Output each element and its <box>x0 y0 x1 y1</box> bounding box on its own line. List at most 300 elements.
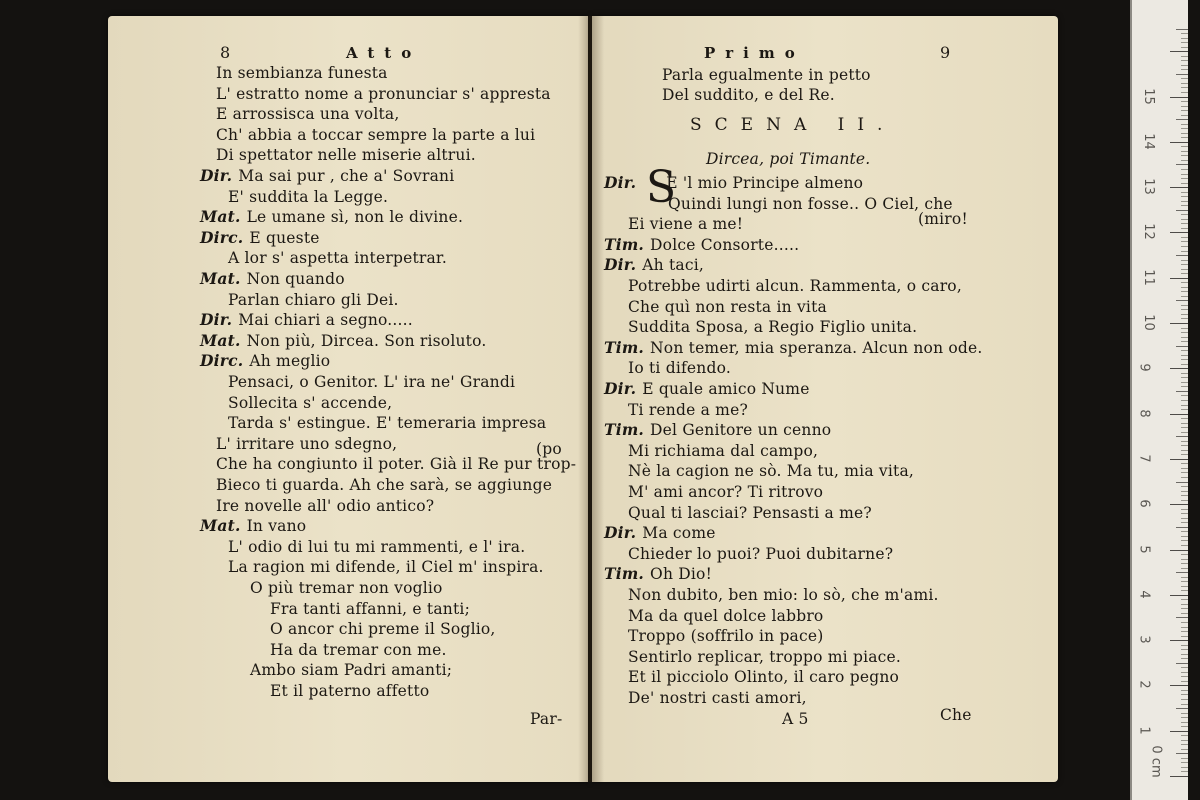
text-line <box>250 661 452 679</box>
text-line <box>216 455 576 473</box>
line-text: Del Genitore un cenno <box>650 421 832 440</box>
ruler-tick <box>1170 640 1188 641</box>
ruler-tick <box>1181 83 1188 84</box>
ruler-tick <box>1170 414 1188 415</box>
line-text: La ragion mi difende, il Ciel m' inspira. <box>228 558 544 577</box>
line-text: Le umane sì, non le divine. <box>246 208 464 227</box>
line-text: E quale amico Nume <box>642 380 810 398</box>
signature-mark: A 5 <box>782 710 809 728</box>
ruler-tick <box>1181 178 1188 179</box>
text-line <box>200 270 345 288</box>
ruler-tick <box>1170 776 1188 777</box>
ruler-tick <box>1181 423 1188 424</box>
ruler-label: 14 <box>1140 133 1156 150</box>
ruler-tick <box>1170 323 1188 324</box>
ruler-tick <box>1181 531 1188 532</box>
line-text: Mi richiama dal campo, <box>628 441 819 460</box>
speaker-label: Tim. <box>604 337 645 357</box>
ruler-tick <box>1176 255 1188 256</box>
line-text: Potrebbe udirti alcun. Rammenta, o caro, <box>628 277 962 295</box>
line-text: Pensaci, o Genitor. L' ira ne' Grandi <box>228 373 516 391</box>
ruler-tick <box>1181 654 1188 655</box>
speaker-label: Dir. <box>604 173 637 192</box>
ruler-tick <box>1181 409 1188 410</box>
ruler-tick <box>1181 332 1188 333</box>
ruler-tick <box>1181 627 1188 628</box>
ruler-tick <box>1181 251 1188 252</box>
ruler-label: 15 <box>1140 87 1156 105</box>
text-line <box>200 208 463 226</box>
ruler-tick <box>1181 441 1188 442</box>
line-text: Ha da tremar con me. <box>270 640 447 659</box>
text-line <box>216 85 551 103</box>
ruler-tick <box>1176 527 1188 528</box>
ruler-tick <box>1170 187 1188 188</box>
ruler-label: 13 <box>1140 178 1156 195</box>
ruler-tick <box>1176 436 1188 437</box>
ruler-label: 9 <box>1136 363 1152 372</box>
line-text: Ire novelle all' odio antico? <box>216 496 435 515</box>
ruler-tick <box>1181 359 1188 360</box>
line-text: Ch' abbia a toccar sempre la parte a lui <box>216 125 536 144</box>
ruler-tick <box>1170 595 1188 596</box>
ruler-tick <box>1181 237 1188 238</box>
text-line <box>200 352 330 370</box>
line-text: Nè la cagion ne sò. Ma tu, mia vita, <box>628 462 915 481</box>
ruler-tick <box>1181 604 1188 605</box>
ruler-tick <box>1181 563 1188 564</box>
ruler-tick <box>1181 65 1188 66</box>
line-text: E 'l mio Principe almeno <box>666 174 864 192</box>
ruler-tick <box>1181 704 1188 705</box>
ruler-tick <box>1181 445 1188 446</box>
ruler-tick <box>1181 60 1188 61</box>
line-text: A lor s' aspetta interpetrar. <box>228 249 447 268</box>
text-line <box>604 524 716 542</box>
speaker-label: Tim. <box>604 420 645 440</box>
text-line <box>628 689 807 707</box>
ruler-tick <box>1181 513 1188 514</box>
line-text: In sembianza funesta <box>216 64 388 82</box>
ruler-tick <box>1170 731 1188 732</box>
ruler-tick <box>1170 278 1188 279</box>
text-line <box>270 620 496 638</box>
text-line <box>270 600 470 618</box>
ruler-tick <box>1181 758 1188 759</box>
ruler-tick <box>1181 749 1188 750</box>
ruler-tick <box>1176 663 1188 664</box>
line-text: Che quì non resta in vita <box>628 297 827 316</box>
ruler-tick <box>1181 477 1188 478</box>
line-text: Io ti difendo. <box>628 359 731 378</box>
ruler-tick <box>1176 74 1188 75</box>
line-text: Ei viene a me! <box>628 215 744 234</box>
speaker-label: Dirc. <box>200 351 244 371</box>
ruler-tick <box>1181 681 1188 682</box>
text-line <box>216 497 434 515</box>
ruler-tick <box>1181 282 1188 283</box>
text-line <box>628 277 962 295</box>
ruler-tick <box>1181 337 1188 338</box>
ruler-tick <box>1176 300 1188 301</box>
speaker-label: Dir. <box>200 310 233 330</box>
ruler-tick <box>1181 328 1188 329</box>
ruler-tick <box>1181 146 1188 147</box>
ruler-tick <box>1181 726 1188 727</box>
ruler-tick <box>1176 119 1188 120</box>
text-line <box>628 462 914 480</box>
ruler-tick <box>1181 427 1188 428</box>
text-line <box>200 517 306 535</box>
page-number: 8 <box>220 43 231 62</box>
ruler-tick <box>1181 676 1188 677</box>
text-line <box>668 195 953 213</box>
ruler-tick <box>1181 699 1188 700</box>
ruler-tick <box>1181 622 1188 623</box>
ruler-tick <box>1181 110 1188 111</box>
ruler-tick <box>1181 228 1188 229</box>
ruler-tick <box>1181 713 1188 714</box>
ruler-tick <box>1181 581 1188 582</box>
ruler-tick <box>1176 753 1188 754</box>
text-line <box>628 648 901 666</box>
ruler-tick <box>1181 92 1188 93</box>
ruler-tick <box>1181 509 1188 510</box>
ruler-tick <box>1181 767 1188 768</box>
text-line: Del suddito, e del Re. <box>662 86 835 104</box>
ruler-label: 12 <box>1140 223 1156 241</box>
ruler-tick <box>1181 395 1188 396</box>
speaker-label: Dirc. <box>200 227 244 247</box>
ruler-tick <box>1181 309 1188 310</box>
text-line <box>628 607 823 625</box>
gutter-shadow <box>578 16 604 782</box>
ruler-tick <box>1181 486 1188 487</box>
ruler-tick <box>1181 260 1188 261</box>
scene-subtitle: Dircea, poi Timante. <box>706 150 871 168</box>
ruler-tick <box>1181 599 1188 600</box>
ruler-tick <box>1181 38 1188 39</box>
ruler-tick <box>1181 174 1188 175</box>
line-text: In vano <box>246 517 307 536</box>
ruler-tick <box>1181 540 1188 541</box>
line-text: Suddita Sposa, a Regio Figlio unita. <box>628 318 918 337</box>
ruler-tick <box>1181 545 1188 546</box>
text-line <box>216 435 397 453</box>
ruler-tick <box>1181 554 1188 555</box>
line-text: Ma come <box>642 524 716 543</box>
text-line <box>228 414 546 432</box>
line-text: L' irritare uno sdegno, <box>216 434 398 453</box>
right-page <box>592 16 1058 782</box>
drop-cap: S <box>646 162 677 213</box>
text-line <box>628 586 939 604</box>
ruler-tick <box>1181 735 1188 736</box>
speaker-label: Dir. <box>604 255 637 275</box>
speaker-label: Dir. <box>200 166 233 185</box>
ruler-tick <box>1181 56 1188 57</box>
ruler-tick <box>1181 128 1188 129</box>
line-text: Sentirlo replicar, troppo mi piace. <box>628 647 902 666</box>
ruler-tick <box>1170 459 1188 460</box>
speaker-label: Mat. <box>200 269 241 288</box>
ruler-tick <box>1181 400 1188 401</box>
ruler-tick <box>1181 577 1188 578</box>
running-head: Primo <box>704 44 805 62</box>
ruler-label: 11 <box>1140 268 1156 286</box>
line-text: Ma sai pur , che a' Sovrani <box>238 167 455 185</box>
text-line <box>604 380 810 398</box>
text-line <box>628 545 893 563</box>
line-text: Et il paterno affetto <box>270 682 430 700</box>
speaker-label: Tim. <box>604 234 645 254</box>
line-text: O ancor chi preme il Soglio, <box>270 620 496 639</box>
ruler-tick <box>1181 559 1188 560</box>
ruler-tick <box>1181 42 1188 43</box>
ruler-tick <box>1181 645 1188 646</box>
text-line <box>628 483 823 501</box>
line-text: Oh Dio! <box>650 565 712 584</box>
ruler-tick <box>1181 196 1188 197</box>
text-line <box>228 188 388 206</box>
ruler-tick <box>1181 169 1188 170</box>
line-text: O più tremar non voglio <box>250 579 443 597</box>
ruler-tick <box>1181 47 1188 48</box>
text-line: Parla egualmente in petto <box>662 66 871 84</box>
ruler-label: 10 <box>1140 314 1156 331</box>
ruler-tick <box>1181 246 1188 247</box>
ruler-tick <box>1170 550 1188 551</box>
ruler-tick <box>1170 232 1188 233</box>
catchword: Che <box>940 706 972 724</box>
ruler-tick <box>1181 78 1188 79</box>
line-text: Non dubito, ben mio: lo sò, che m'ami. <box>628 586 939 604</box>
line-text: E' suddita la Legge. <box>228 187 389 206</box>
text-line <box>228 558 544 576</box>
text-line <box>628 627 824 645</box>
ruler-tick <box>1181 658 1188 659</box>
line-text: Mai chiari a segno..... <box>238 311 413 330</box>
line-text: De' nostri casti amori, <box>628 689 807 707</box>
text-line <box>604 565 712 583</box>
ruler-tick <box>1170 51 1188 52</box>
ruler-tick <box>1181 269 1188 270</box>
ruler-tick <box>1181 341 1188 342</box>
text-line <box>200 332 487 350</box>
line-text: Ambo siam Padri amanti; <box>250 661 453 680</box>
ruler-label: 1 <box>1136 726 1152 735</box>
line-text: L' estratto nome a pronunciar s' appresta <box>216 84 551 103</box>
ruler-tick <box>1181 314 1188 315</box>
line-text: Ti rende a me? <box>628 400 748 419</box>
ruler-tick <box>1181 160 1188 161</box>
ruler-tick <box>1181 201 1188 202</box>
line-text: Non quando <box>246 270 345 288</box>
ruler-tick <box>1181 690 1188 691</box>
line-text: Che ha congiunto il poter. Già il Re pur trop- <box>216 455 577 474</box>
line-text: Bieco ti guarda. Ah che sarà, se aggiunge <box>216 476 553 494</box>
text-line <box>604 174 863 192</box>
line-text: Troppo (soffrilo in pace) <box>628 627 824 646</box>
text-line <box>604 339 983 357</box>
speaker-label: Dir. <box>604 523 637 543</box>
line-text: Ah taci, <box>642 256 705 275</box>
speaker-label: Mat. <box>200 330 241 350</box>
text-line <box>228 291 399 309</box>
ruler-tick <box>1176 572 1188 573</box>
line-text: Fra tanti affanni, e tanti; <box>270 599 470 618</box>
ruler-tick <box>1181 405 1188 406</box>
ruler-tick <box>1181 183 1188 184</box>
ruler-tick <box>1181 472 1188 473</box>
ruler-tick <box>1181 454 1188 455</box>
text-line <box>200 311 413 329</box>
ruler-tick <box>1181 495 1188 496</box>
ruler-tick <box>1181 115 1188 116</box>
text-line <box>200 167 454 185</box>
text-line <box>270 641 447 659</box>
ruler-tick <box>1181 491 1188 492</box>
scene-title: SCENA II. <box>690 115 896 135</box>
text-line <box>628 401 748 419</box>
line-text: Tarda s' estingue. E' temeraria impresa <box>228 414 547 433</box>
line-text: Non temer, mia speranza. Alcun non ode. <box>650 338 983 357</box>
ruler-tick <box>1181 364 1188 365</box>
ruler-tick <box>1181 33 1188 34</box>
running-head: Atto <box>346 44 422 62</box>
ruler-tick <box>1181 377 1188 378</box>
text-line <box>628 215 743 233</box>
ruler-tick <box>1181 717 1188 718</box>
text-line <box>604 236 799 254</box>
text-line <box>216 146 476 164</box>
ruler-tick <box>1176 210 1188 211</box>
ruler-tick <box>1181 386 1188 387</box>
ruler-tick <box>1181 137 1188 138</box>
ruler-tick <box>1181 223 1188 224</box>
speaker-label: Tim. <box>604 564 645 584</box>
line-text: Parlan chiaro gli Dei. <box>228 290 399 309</box>
ruler-tick <box>1181 318 1188 319</box>
ruler-tick <box>1176 617 1188 618</box>
ruler-tick <box>1181 522 1188 523</box>
line-text: E arrossisca una volta, <box>216 105 400 124</box>
line-text: Qual ti lasciai? Pensasti a me? <box>628 503 872 522</box>
ruler-label: 2 <box>1136 680 1152 690</box>
ruler-tick <box>1181 214 1188 215</box>
ruler-tick <box>1176 164 1188 165</box>
ruler-tick <box>1176 708 1188 709</box>
ruler-tick <box>1181 418 1188 419</box>
turnover: (miro! <box>918 210 968 228</box>
ruler-tick <box>1181 613 1188 614</box>
ruler-tick <box>1181 151 1188 152</box>
ruler-tick <box>1181 608 1188 609</box>
ruler-tick <box>1181 133 1188 134</box>
line-text: E queste <box>249 228 320 247</box>
ruler-tick <box>1181 463 1188 464</box>
turnover: (po <box>536 440 562 458</box>
ruler-label: 0 cm <box>1148 745 1164 778</box>
ruler-tick <box>1181 106 1188 107</box>
ruler-tick <box>1181 219 1188 220</box>
line-text: Quindi lungi non fosse.. O Ciel, che <box>668 194 953 213</box>
ruler-tick <box>1181 432 1188 433</box>
text-line <box>200 229 320 247</box>
ruler-tick <box>1181 273 1188 274</box>
ruler-tick <box>1181 296 1188 297</box>
ruler-tick <box>1181 355 1188 356</box>
text-line <box>228 373 515 391</box>
ruler-tick <box>1181 636 1188 637</box>
text-line <box>228 249 447 267</box>
ruler-label: 7 <box>1136 454 1152 463</box>
ruler-tick <box>1176 482 1188 483</box>
text-line <box>250 579 443 597</box>
ruler-tick <box>1176 346 1188 347</box>
ruler-tick <box>1181 450 1188 451</box>
ruler-tick <box>1176 391 1188 392</box>
ruler-tick <box>1181 694 1188 695</box>
page-number: 9 <box>940 43 951 62</box>
ruler-tick <box>1181 672 1188 673</box>
ruler-tick <box>1181 291 1188 292</box>
ruler-tick <box>1181 744 1188 745</box>
ruler-tick <box>1181 124 1188 125</box>
ruler-tick <box>1181 586 1188 587</box>
text-line <box>270 682 429 700</box>
line-text: Et il picciolo Olinto, il caro pegno <box>628 668 900 687</box>
text-line <box>228 538 525 556</box>
text-line <box>228 394 392 412</box>
ruler-tick <box>1181 667 1188 668</box>
ruler-tick <box>1181 205 1188 206</box>
ruler-tick <box>1181 373 1188 374</box>
ruler-tick <box>1181 264 1188 265</box>
line-text: Non più, Dircea. Son risoluto. <box>246 331 487 350</box>
text-line <box>628 318 917 336</box>
ruler-tick <box>1170 685 1188 686</box>
ruler-tick <box>1181 590 1188 591</box>
line-text: L' odio di lui tu mi rammenti, e l' ira. <box>228 537 526 556</box>
text-line <box>216 105 399 123</box>
line-text: Sollecita s' accende, <box>228 393 393 412</box>
line-text: Dolce Consorte..... <box>650 235 800 254</box>
text-line <box>628 668 899 686</box>
text-line <box>604 421 831 439</box>
ruler-tick <box>1181 287 1188 288</box>
ruler-tick <box>1181 87 1188 88</box>
text-line <box>628 298 827 316</box>
speaker-label: Mat. <box>200 207 241 227</box>
ruler-label: 5 <box>1136 544 1152 554</box>
ruler-tick <box>1181 192 1188 193</box>
ruler-tick <box>1176 29 1188 30</box>
ruler-tick <box>1181 350 1188 351</box>
ruler-label: 4 <box>1136 590 1152 599</box>
line-text: Chieder lo puoi? Puoi dubitarne? <box>628 544 894 563</box>
ruler-tick <box>1181 500 1188 501</box>
ruler-tick <box>1181 740 1188 741</box>
catchword: Par- <box>530 710 563 728</box>
ruler-tick <box>1181 536 1188 537</box>
line-text: Di spettator nelle miserie altrui. <box>216 146 476 165</box>
line-text: Ma da quel dolce labbro <box>628 606 824 625</box>
ruler-label: 6 <box>1136 499 1152 508</box>
ruler-tick <box>1181 518 1188 519</box>
ruler-tick <box>1181 762 1188 763</box>
ruler-tick <box>1181 568 1188 569</box>
